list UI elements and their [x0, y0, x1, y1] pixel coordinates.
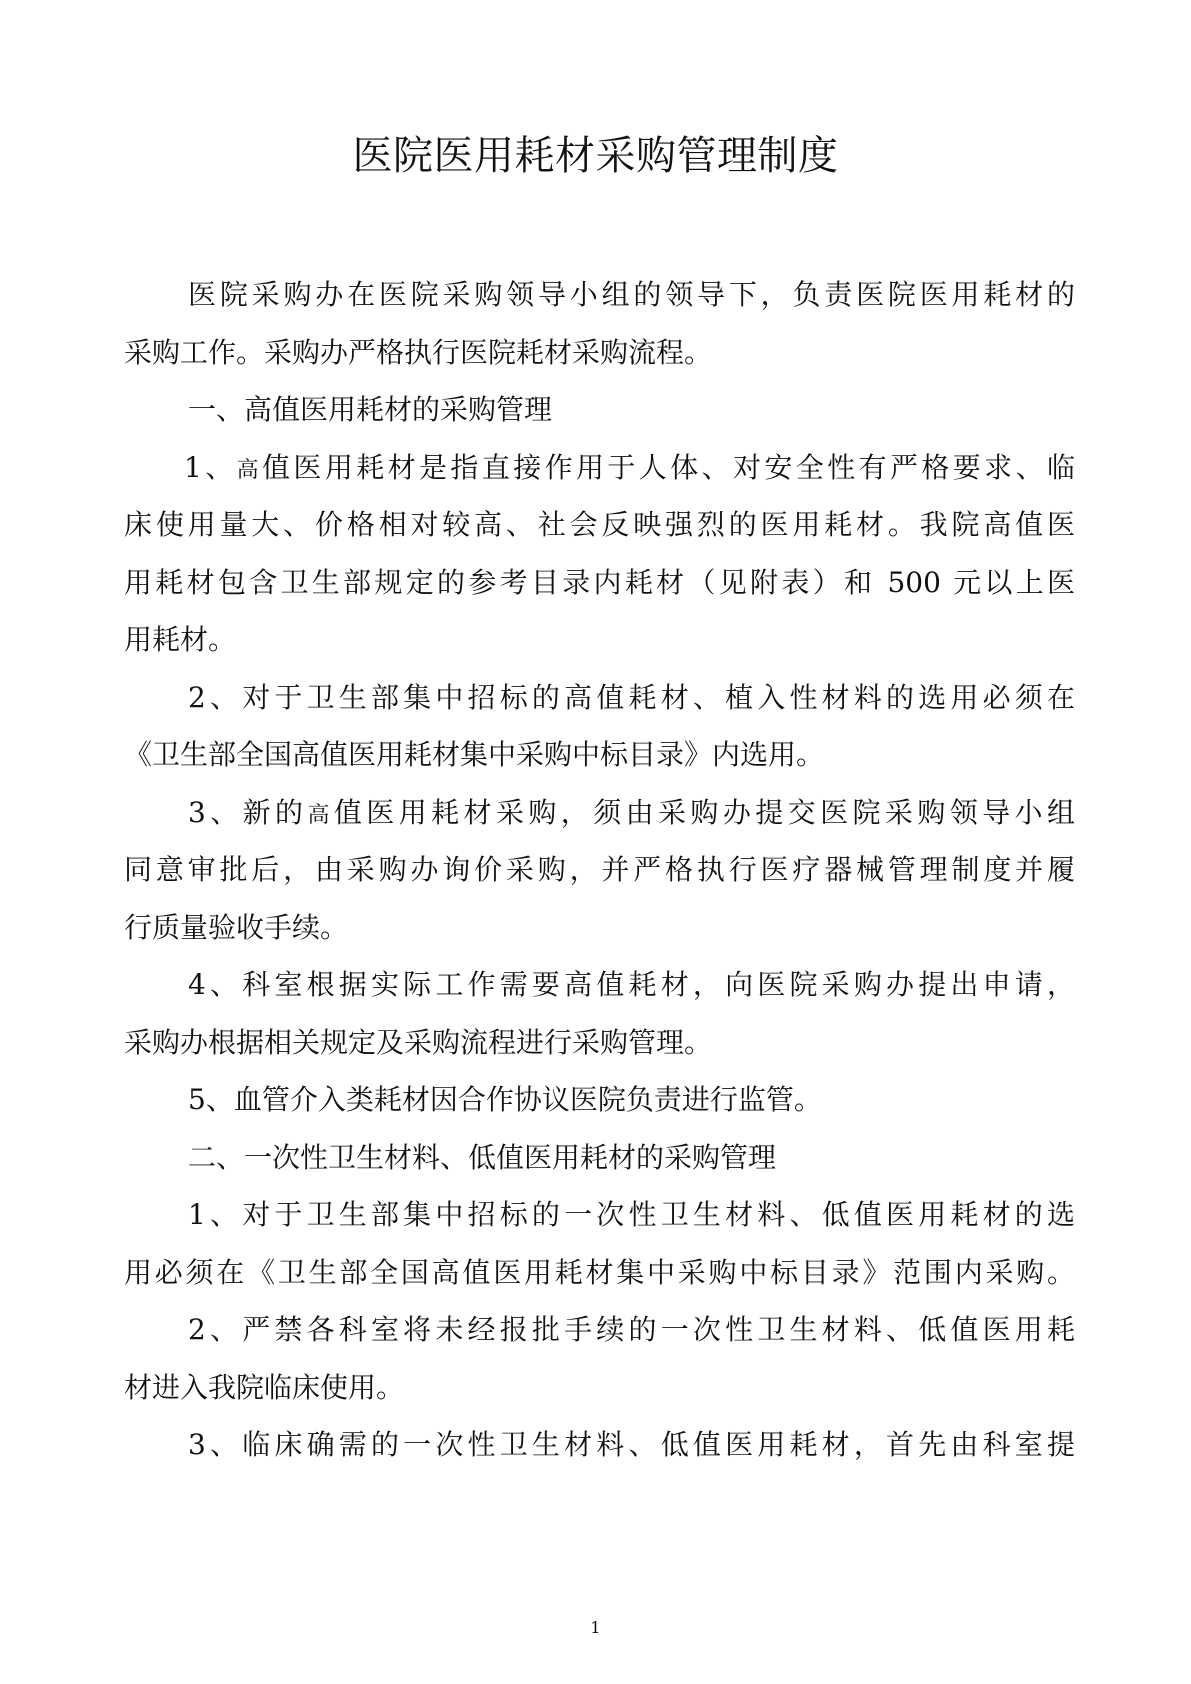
text-run: 值医用耗材是指直接作用于人体、对安全性有严格要求、临 [262, 450, 1075, 484]
intro-paragraph [124, 266, 1075, 381]
text-line: 1、对于卫生部集中招标的一次性卫生材料、低值医用耗材的选 [188, 1198, 1075, 1231]
text-run: 3、新的 [188, 795, 308, 829]
section1-item-2 [124, 669, 1075, 784]
text-line: 5、血管介入类耗材因合作协议医院负责进行监管。 [188, 1083, 822, 1116]
document-body [124, 266, 1075, 1474]
page-number: 1 [590, 1618, 601, 1637]
text-line: 行质量验收手续。 [124, 910, 349, 944]
text-line: 采购办根据相关规定及采购流程进行采购管理。 [124, 1025, 713, 1059]
section1-item-4 [124, 956, 1075, 1071]
text-line [124, 439, 1075, 497]
text-line: 床使用量大、价格相对较高、社会反映强烈的医用耗材。我院高值医 [124, 508, 1075, 541]
text-line: 《卫生部全国高值医用耗材集中采购中标目录》内选用。 [124, 738, 825, 771]
text-line: 采购工作。采购办严格执行医院耗材采购流程。 [124, 335, 713, 369]
document-title: 医院医用耗材采购管理制度 [352, 133, 839, 179]
text-line: 用耗材包含卫生部规定的参考目录内耗材（见附表）和 500 元以上医 [124, 565, 1075, 599]
section1-item-1 [124, 439, 1075, 669]
text-line: 4、科室根据实际工作需要高值耗材，向医院采购办提出申请， [188, 968, 1075, 1001]
section2-item-2 [124, 1301, 1075, 1416]
text-line [124, 784, 1075, 842]
section-heading-1: 一、高值医用耗材的采购管理 [188, 393, 553, 426]
text-line: 用必须在《卫生部全国高值医用耗材集中采购中标目录》范围内采购。 [124, 1255, 1075, 1289]
section2-item-1 [124, 1186, 1075, 1301]
small-char: 高 [236, 457, 263, 483]
item-number: 1、 [184, 450, 237, 484]
text-run: 值医用耗材采购，须由采购办提交医院采购领导小组 [333, 795, 1075, 829]
text-line: 用耗材。 [124, 623, 237, 656]
section1-item-3 [124, 784, 1075, 957]
text-line: 3、临床确需的一次性卫生材料、低值医用耗材，首先由科室提 [188, 1428, 1075, 1461]
small-char: 高 [307, 802, 334, 828]
text-line: 2、对于卫生部集中招标的高值耗材、植入性材料的选用必须在 [188, 680, 1075, 714]
section-heading-2: 二、一次性卫生材料、低值医用耗材的采购管理 [188, 1140, 777, 1174]
text-line: 同意审批后，由采购办询价采购，并严格执行医疗器械管理制度并履 [124, 853, 1075, 886]
text-line: 医院采购办在医院采购领导小组的领导下，负责医院医用耗材的 [188, 278, 1075, 311]
text-line: 材进入我院临床使用。 [124, 1370, 405, 1404]
text-line: 2、严禁各科室将未经报批手续的一次性卫生材料、低值医用耗 [188, 1313, 1075, 1346]
section2-item-3 [124, 1416, 1075, 1474]
section1-item-5 [124, 1071, 1075, 1129]
